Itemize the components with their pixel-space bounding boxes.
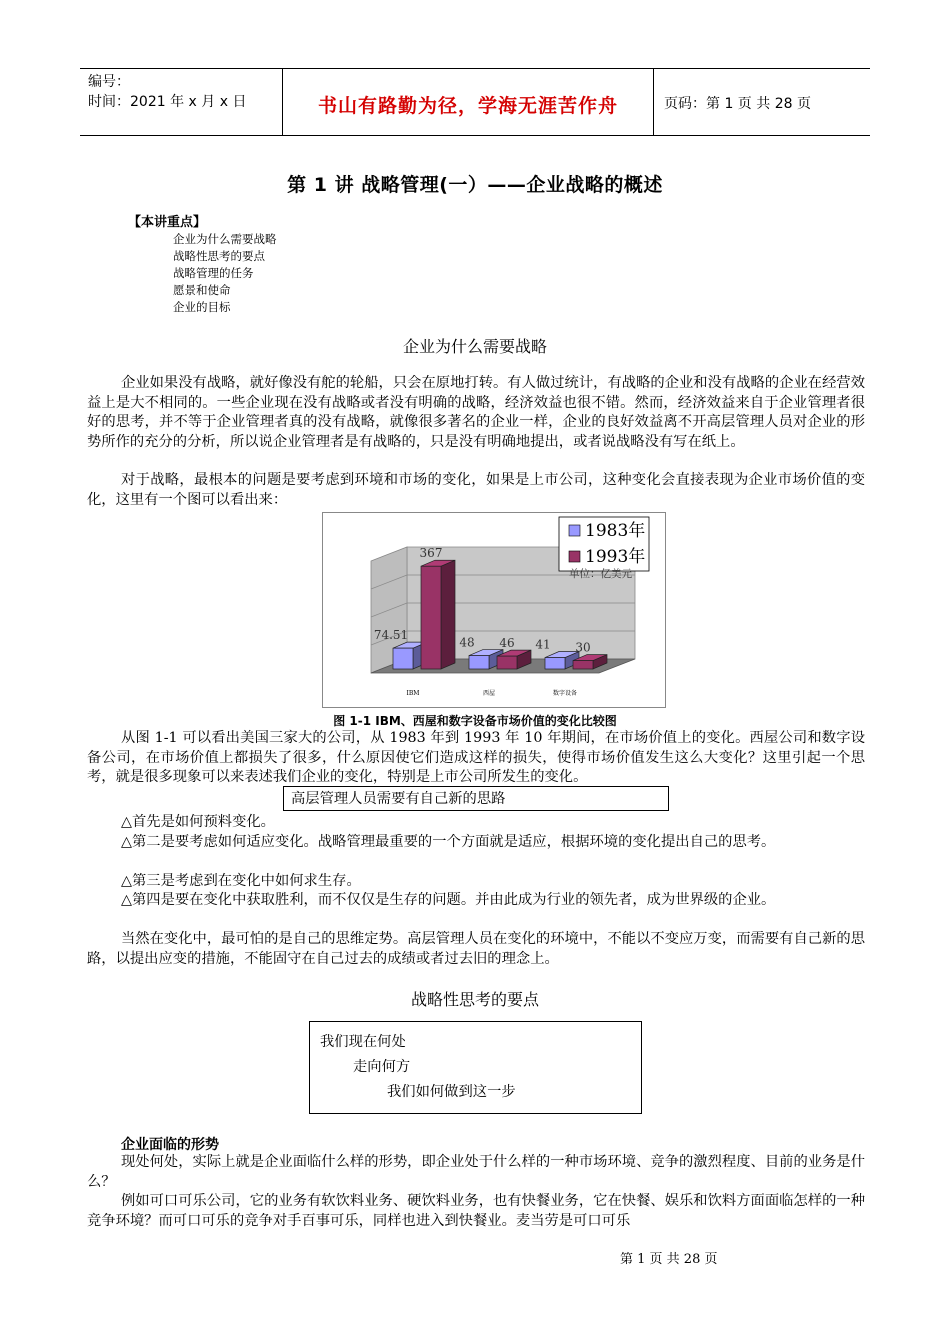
bullet-item: △第二是要考虑如何适应变化。战略管理最重要的一个方面就是适应，根据环境的变化提出自己的思考。 <box>121 834 776 850</box>
page-indicator: 页码：第 1 页 共 28 页 <box>664 96 811 112</box>
bullet-item: △首先是如何预料变化。 <box>121 814 275 830</box>
chart-svg <box>323 513 665 707</box>
lecture-title: 第 1 讲 战略管理(一）——企业战略的概述 <box>287 174 663 196</box>
legend-swatch <box>569 551 580 562</box>
figure-caption: 图 1-1 IBM、西屋和数字设备市场价值的变化比较图 <box>333 714 617 728</box>
bar <box>545 658 565 669</box>
paragraph: 例如可口可乐公司，它的业务有软饮料业务、硬饮料业务，也有快餐业务，它在快餐、娱乐和饮料方面面临怎样的一种竞争环境？而可口可乐的竞争对手百事可乐，同样也进入到快餐业。麦当劳是可口可乐 <box>87 1193 865 1229</box>
bar-value-label: 46 <box>499 636 515 651</box>
key-points-heading: 【本讲重点】 <box>128 215 207 230</box>
page-footer: 第 1 页 共 28 页 <box>620 1252 718 1267</box>
header-motto-cell <box>282 69 654 135</box>
header-meta <box>88 72 246 112</box>
paragraph: 现处何处，实际上就是企业面临什么样的形势，即企业处于什么样的一种市场环境、竞争的激烈程度、目前的业务是什么？ <box>87 1154 865 1190</box>
market-value-chart <box>322 512 666 708</box>
bar <box>421 566 441 669</box>
bar <box>573 661 593 669</box>
header-bottom-rule <box>80 135 870 136</box>
document-date: 时间：2021 年 x 月 x 日 <box>88 94 247 110</box>
key-points-list <box>173 231 277 316</box>
paragraph: 从图 1-1 可以看出美国三家大的公司，从 1983 年到 1993 年 10 年期间，在市场价值上的变化。西屋公司和数字设备公司，在市场价值上都损失了很多，什么原因使它们造成这样的损失，使得市场价值发生这么大变化？这里引起一个思考，就是很多现象可以来表述我们企业的变化，特别是上市公司所发生的变化。 <box>87 730 865 785</box>
section-heading-strategic-thinking: 战略性思考的要点 <box>410 990 539 1009</box>
key-point-item: 愿景和使命 <box>173 283 231 297</box>
legend-label: 1993年 <box>585 547 646 567</box>
paragraph: 企业如果没有战略，就好像没有舵的轮船，只会在原地打转。有人做过统计，有战略的企业和没有战略的企业在经营效益上是大不相同的。一些企业现在没有战略或者没有明确的战略，经济效益也很不错。然而，经济效益来自于企业管理者很好的思考，并不等于企业管理者真的没有战略，就像很多著名的企业一样，企业的良好效益离不开高层管理人员对企业的形势所作的充分的分析，所以说企业管理者是有战略的，只是没有明确地提出，或者说战略没有写在纸上。 <box>87 375 865 450</box>
bar-value-label: 48 <box>459 635 475 650</box>
step-how-to-get-there: 我们如何做到这一步 <box>387 1084 516 1100</box>
highlight-box: 高层管理人员需要有自己新的思路 <box>283 786 669 811</box>
category-label: 西屋 <box>482 690 496 697</box>
bar-value-label: 74.51 <box>373 628 409 643</box>
legend-label: 1983年 <box>585 521 646 541</box>
step-where-now: 我们现在何处 <box>320 1034 406 1050</box>
key-point-item: 战略性思考的要点 <box>173 249 265 263</box>
section-heading-why-strategy: 企业为什么需要战略 <box>402 337 547 356</box>
subheading-situation: 企业面临的形势 <box>121 1137 219 1153</box>
key-point-item: 企业为什么需要战略 <box>173 232 277 246</box>
bar-value-label: 41 <box>535 637 551 652</box>
bar <box>393 648 413 669</box>
step-where-to: 走向何方 <box>353 1059 411 1075</box>
key-point-item: 企业的目标 <box>173 300 231 314</box>
category-label: 数字设备 <box>552 690 578 697</box>
bullet-item: △第四是要在变化中获取胜利，而不仅仅是生存的问题。并由此成为行业的领先者，成为世界级的企业。 <box>121 892 776 908</box>
category-label: IBM <box>406 690 420 697</box>
unit-label: 单位：亿美元 <box>569 568 632 580</box>
document-number: 编号： <box>88 74 130 90</box>
motto: 书山有路勤为径，学海无涯苦作舟 <box>317 95 618 117</box>
thinking-steps-box <box>309 1021 642 1114</box>
bar-value-label: 30 <box>575 640 591 655</box>
bullet-item: △第三是考虑到在变化中如何求生存。 <box>121 873 361 889</box>
key-point-item: 战略管理的任务 <box>173 266 254 280</box>
bar-side <box>441 560 455 669</box>
paragraph: 对于战略，最根本的问题是要考虑到环境和市场的变化，如果是上市公司，这种变化会直接表现为企业市场价值的变化，这里有一个图可以看出来： <box>87 472 865 508</box>
bar <box>497 656 517 669</box>
bar <box>469 656 489 669</box>
paragraph: 当然在变化中，最可怕的是自己的思维定势。高层管理人员在变化的环境中，不能以不变应万变，而需要有自己新的思路，以提出应变的措施，不能固守在自己过去的成绩或者过去旧的理念上。 <box>87 931 865 967</box>
bar-value-label: 367 <box>419 546 443 561</box>
legend-swatch <box>569 525 580 536</box>
